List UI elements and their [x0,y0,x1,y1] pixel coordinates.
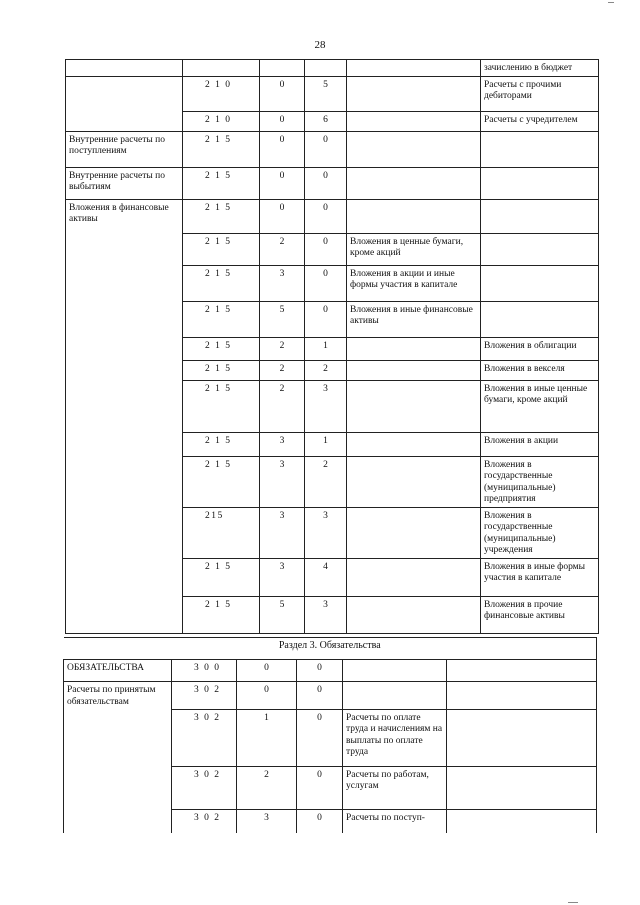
subgroup-name [347,507,481,558]
subgroup-name: Расчеты по поступ- [343,809,447,833]
row-name [66,507,183,558]
row-name [66,60,183,77]
account-code: 2 1 5 [183,558,260,596]
account-code: 3 0 0 [172,660,237,682]
article-code: 0 [297,709,343,766]
table-row [66,360,599,380]
subgroup-name: Вложения в иные финансовые активы [347,301,481,337]
account-code: 2 1 5 [183,360,260,380]
article-name: Вложения в векселя [481,360,599,380]
article-name: Вложения в прочие финансовые активы [481,596,599,633]
subgroup-name [347,360,481,380]
subgroup-name: Вложения в ценные бумаги, кроме акций [347,233,481,265]
article-name [481,301,599,337]
subgroup-name [347,337,481,360]
article-code: 0 [297,766,343,809]
subgroup-name [343,660,447,682]
subgroup-code: 0 [260,111,305,131]
article-name: Вложения в облигации [481,337,599,360]
article-code: 0 [297,809,343,833]
subgroup-name [347,76,481,111]
account-code: 2 1 5 [183,265,260,301]
account-code: 2 1 5 [183,301,260,337]
article-code: 0 [305,199,347,233]
row-name [66,432,183,456]
subgroup-name: Расчеты по оплате труда и начислениям на выплаты по оплате труда [343,709,447,766]
account-code: 2 1 5 [183,337,260,360]
table-row [66,558,599,596]
subgroup-name [347,456,481,507]
article-name: Вложения в акции [481,432,599,456]
article-code: 0 [297,682,343,710]
table-row [66,337,599,360]
scan-mark-bottom [568,902,578,903]
table-row [66,596,599,633]
table-row [64,660,597,682]
article-code: 2 [305,456,347,507]
subgroup-name: Расчеты по работам, услугам [343,766,447,809]
article-name [481,131,599,167]
account-code: 3 0 2 [172,809,237,833]
account-code: 3 0 2 [172,766,237,809]
table-row [64,709,597,766]
subgroup-code: 5 [260,301,305,337]
row-name: Вложения в финансовые активы [66,199,183,233]
subgroup-name [347,432,481,456]
row-name: Расчеты по принятым обязательствам [64,682,172,710]
article-code: 0 [305,167,347,199]
subgroup-name [347,167,481,199]
article-code: 2 [305,360,347,380]
subgroup-code: 0 [237,660,297,682]
section-title-row [64,638,597,660]
row-name [66,360,183,380]
article-name: Расчеты с прочими дебиторами [481,76,599,111]
table-row [64,682,597,710]
article-name: Вложения в государственные (муниципальные) предприятия [481,456,599,507]
row-name [66,337,183,360]
row-name [66,233,183,265]
table-row [66,131,599,167]
table-row [66,60,599,77]
account-code: 2 1 5 [183,199,260,233]
table-row [66,167,599,199]
row-name: Внутренние расчеты по поступлениям [66,131,183,167]
article-name [481,199,599,233]
table-row [66,432,599,456]
account-code: 2 1 5 [183,596,260,633]
row-name [66,76,183,111]
subgroup-code: 3 [260,432,305,456]
account-code: 2 1 5 [183,456,260,507]
account-code: 2 1 0 [183,111,260,131]
row-name: Внутренние расчеты по выбытиям [66,167,183,199]
article-code: 6 [305,111,347,131]
subgroup-code: 3 [260,507,305,558]
table-row [66,76,599,111]
table-row [66,380,599,432]
account-code [183,60,260,77]
row-name [64,766,172,809]
article-code: 0 [305,265,347,301]
subgroup-code: 3 [260,558,305,596]
table-row [66,111,599,131]
subgroup-name [347,199,481,233]
article-name [447,809,597,833]
row-name [66,301,183,337]
row-name [66,111,183,131]
subgroup-name [347,596,481,633]
page-number: 28 [314,39,326,51]
subgroup-code: 3 [260,456,305,507]
subgroup-code: 0 [260,199,305,233]
article-code: 3 [305,507,347,558]
article-code: 5 [305,76,347,111]
article-code: 0 [305,301,347,337]
table-row [66,456,599,507]
subgroup-name [343,682,447,710]
article-code: 4 [305,558,347,596]
subgroup-name [347,380,481,432]
article-code: 3 [305,380,347,432]
table-row [66,199,599,233]
article-name [481,233,599,265]
subgroup-code: 2 [260,233,305,265]
subgroup-code: 2 [237,766,297,809]
subgroup-code: 3 [260,265,305,301]
article-code: 0 [305,233,347,265]
section-3-title: Раздел 3. Обязательства [64,638,597,660]
article-name: Вложения в иные формы участия в капитале [481,558,599,596]
account-code: 2 1 5 [183,233,260,265]
row-name [66,265,183,301]
account-code: 3 0 2 [172,682,237,710]
table-row [64,766,597,809]
table-row [66,265,599,301]
accounts-table-section-2 [65,59,599,634]
article-code: 0 [305,131,347,167]
subgroup-code: 2 [260,380,305,432]
article-name [481,265,599,301]
row-name [66,558,183,596]
subgroup-code: 1 [237,709,297,766]
subgroup-code: 0 [237,682,297,710]
subgroup-code: 3 [237,809,297,833]
subgroup-name: Вложения в акции и иные формы участия в капитале [347,265,481,301]
subgroup-code: 2 [260,360,305,380]
account-code: 2 1 5 [183,131,260,167]
article-code: 1 [305,337,347,360]
subgroup-code [260,60,305,77]
subgroup-name [347,558,481,596]
row-name [64,809,172,833]
table-row [66,233,599,265]
article-name [447,660,597,682]
subgroup-name [347,111,481,131]
table-row [64,809,597,833]
article-code [305,60,347,77]
article-name [481,167,599,199]
article-code: 0 [297,660,343,682]
account-code: 2 1 5 [183,432,260,456]
table-row [66,507,599,558]
accounts-table-section-3 [63,637,597,833]
row-name [64,709,172,766]
account-code: 2 1 0 [183,76,260,111]
subgroup-name [347,60,481,77]
scan-mark-top [608,2,614,3]
subgroup-code: 0 [260,131,305,167]
subgroup-code: 0 [260,76,305,111]
account-code: 215 [183,507,260,558]
account-code: 2 1 5 [183,167,260,199]
article-name: Вложения в государственные (муниципальные) учреждения [481,507,599,558]
article-name [447,682,597,710]
subgroup-name [347,131,481,167]
article-code: 3 [305,596,347,633]
article-name: Расчеты с учредителем [481,111,599,131]
article-name: Вложения в иные ценные бумаги, кроме акций [481,380,599,432]
row-name [66,456,183,507]
article-name: зачислению в бюджет [481,60,599,77]
subgroup-code: 0 [260,167,305,199]
row-name: ОБЯЗАТЕЛЬСТВА [64,660,172,682]
subgroup-code: 5 [260,596,305,633]
article-name [447,766,597,809]
account-code: 3 0 2 [172,709,237,766]
table-row [66,301,599,337]
article-code: 1 [305,432,347,456]
article-name [447,709,597,766]
row-name [66,596,183,633]
account-code: 2 1 5 [183,380,260,432]
row-name [66,380,183,432]
subgroup-code: 2 [260,337,305,360]
